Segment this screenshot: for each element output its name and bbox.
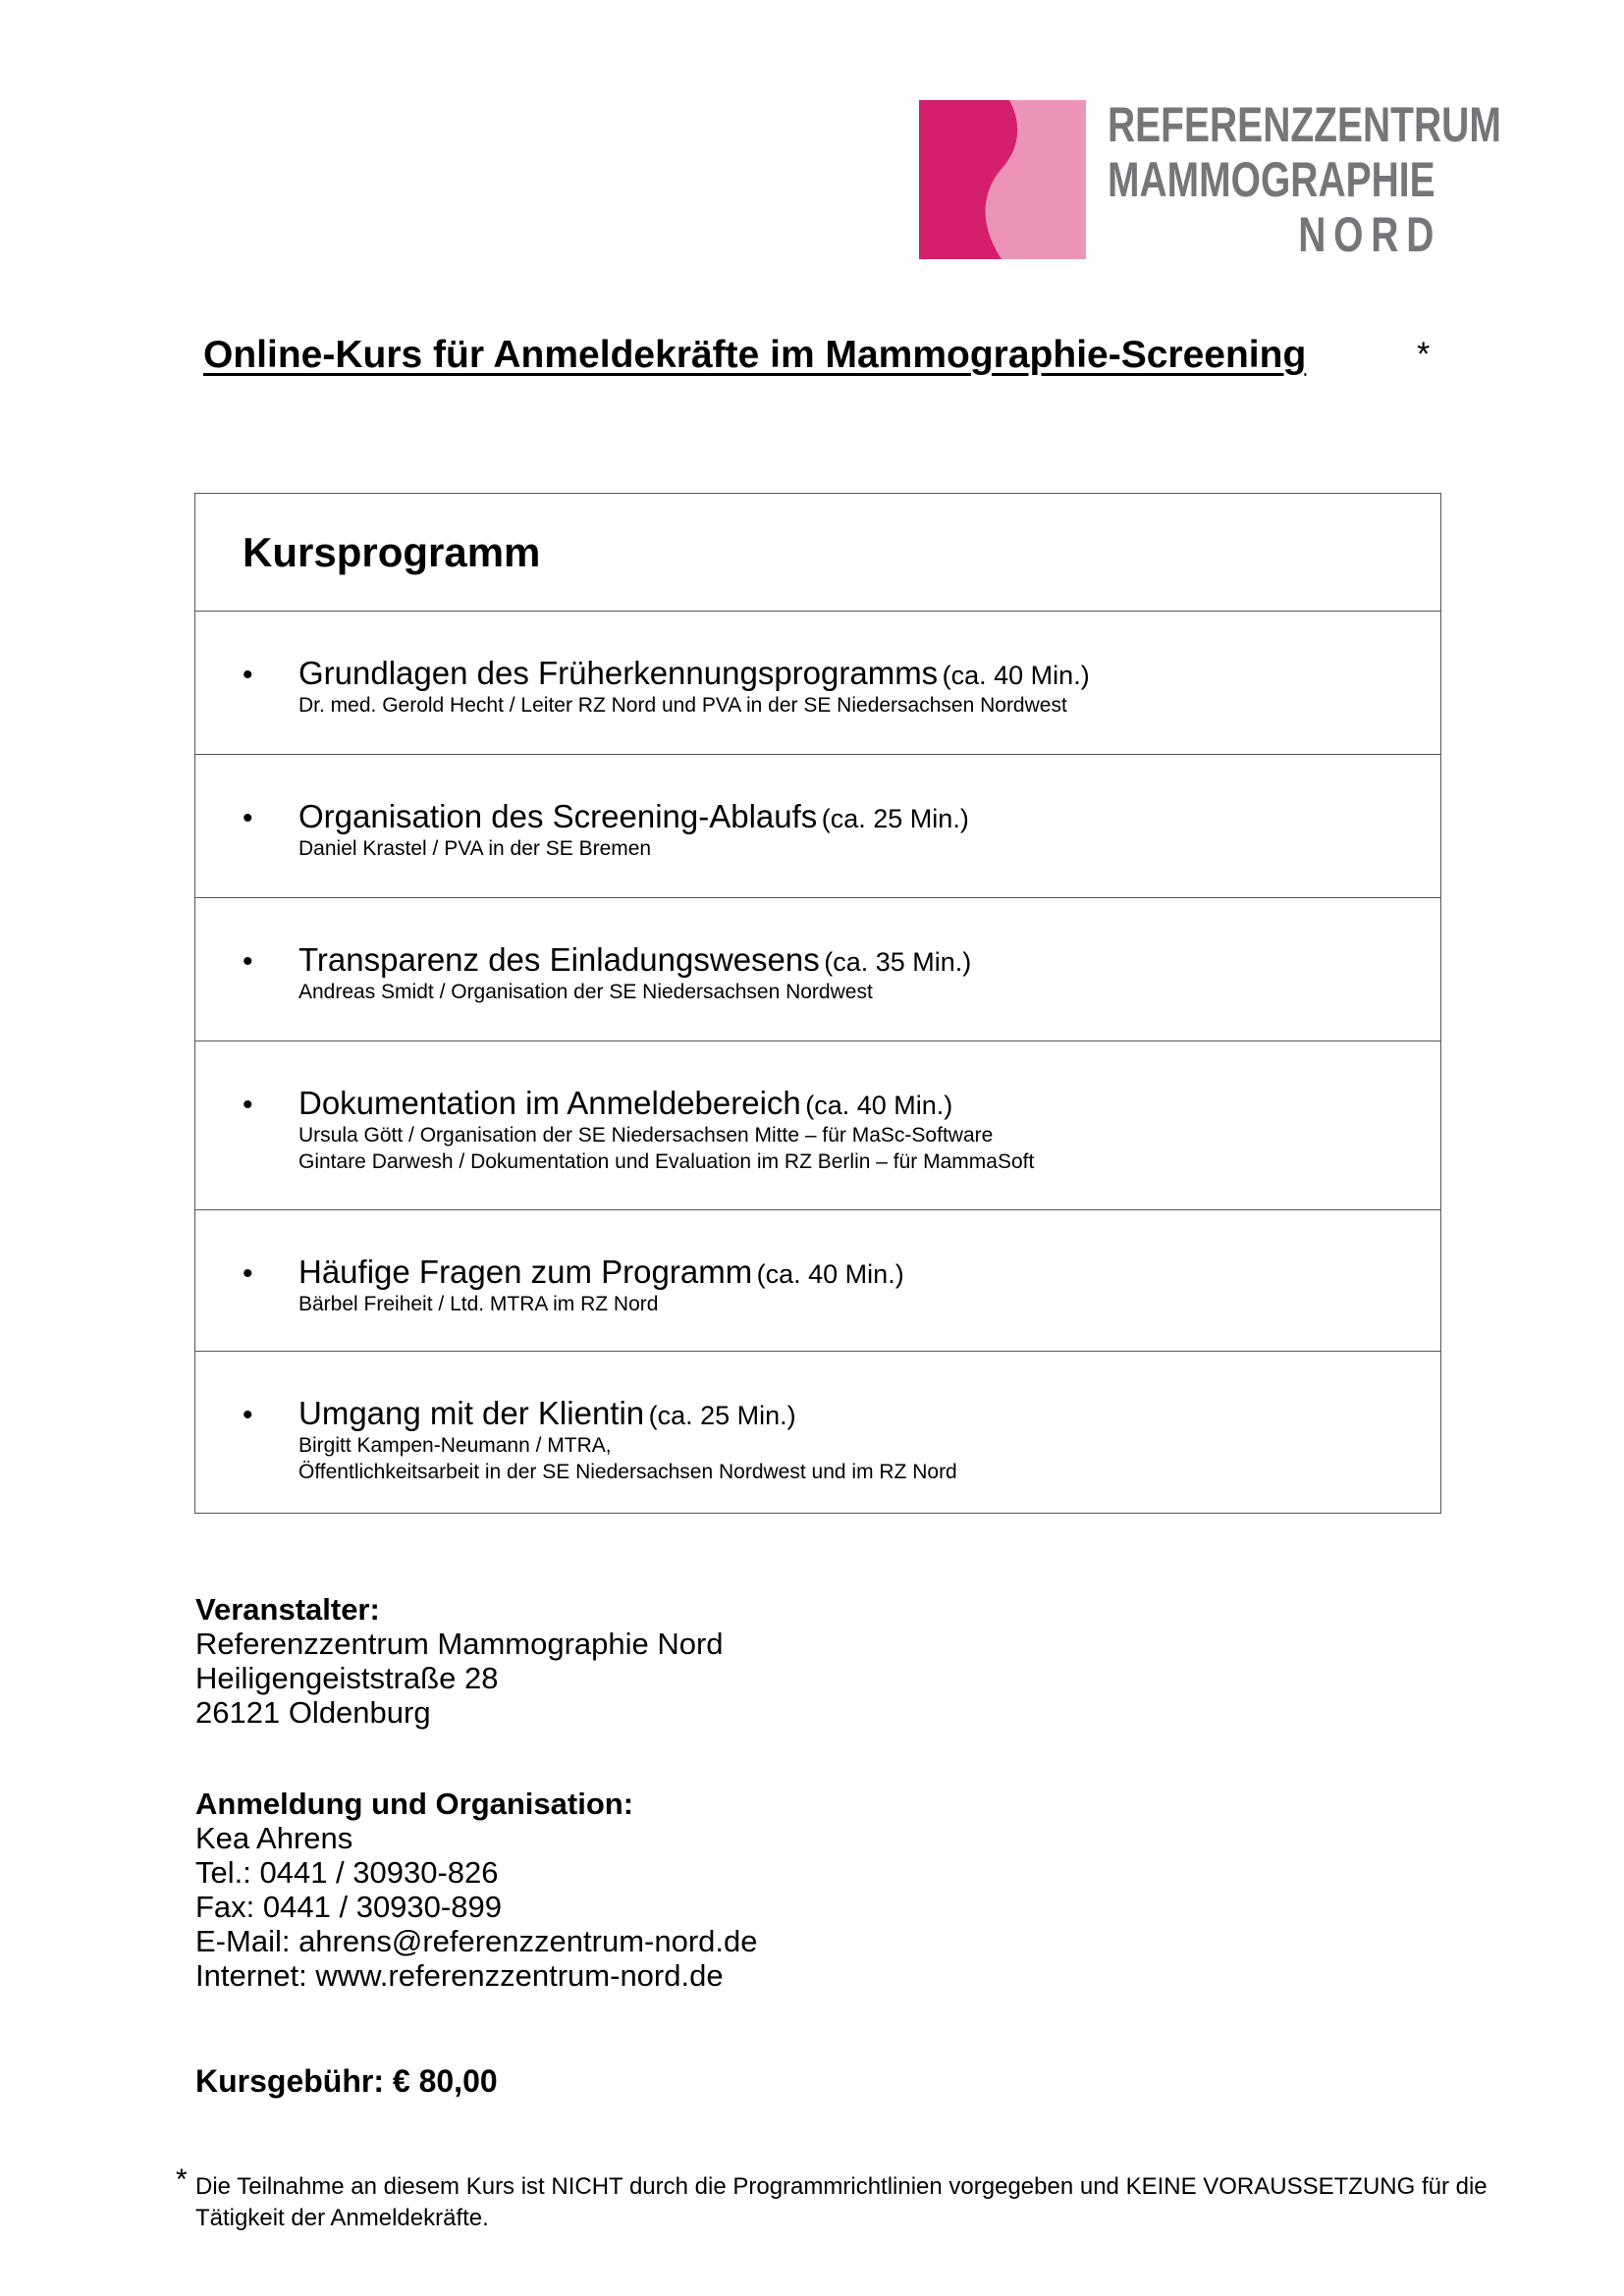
program-item-duration: (ca. 25 Min.) [821, 804, 969, 833]
program-item-duration: (ca. 35 Min.) [824, 947, 972, 977]
logo-wordmark [1108, 97, 1501, 262]
program-item [195, 1041, 1440, 1210]
program-item-speaker: Dr. med. Gerold Hecht / Leiter RZ Nord und PVA in der SE Niedersachsen Nordwest [298, 694, 1067, 717]
bullet-marker: • [243, 659, 253, 691]
bullet-marker: • [243, 1257, 253, 1290]
document-title: Online-Kurs für Anmeldekräfte im Mammographie-Screening [203, 334, 1307, 376]
program-item [195, 1210, 1440, 1352]
registration-section [195, 1787, 758, 1993]
program-item [195, 1352, 1440, 1515]
program-item-speaker: Andreas Smidt / Organisation der SE Niedersachsen Nordwest [298, 981, 873, 1003]
program-item [195, 612, 1440, 755]
logo [919, 97, 1501, 262]
program-item-speaker: Birgitt Kampen-Neumann / MTRA, [298, 1434, 612, 1457]
course-program-header [195, 494, 1440, 612]
program-item-speaker: Daniel Krastel / PVA in der SE Bremen [298, 837, 652, 860]
program-item-duration: (ca. 40 Min.) [942, 661, 1090, 690]
program-item-topic: Organisation des Screening-Ablaufs [298, 798, 818, 834]
program-item-topic: Transparenz des Einladungswesens [298, 941, 820, 978]
program-item-duration: (ca. 25 Min.) [648, 1401, 796, 1430]
organizer-section [195, 1592, 724, 1730]
contact-fax: Fax: 0441 / 30930-899 [195, 1890, 502, 1924]
program-item-speaker: Gintare Darwesh / Dokumentation und Evaluation im RZ Berlin – für MammaSoft [298, 1150, 1035, 1173]
program-item-speaker: Ursula Gött / Organisation der SE Niedersachsen Mitte – für MaSc-Software [298, 1124, 994, 1147]
contact-phone: Tel.: 0441 / 30930-826 [195, 1855, 499, 1890]
organizer-line: Referenzzentrum Mammographie Nord [195, 1627, 724, 1661]
course-program-box [194, 493, 1441, 1514]
course-program-heading: Kursprogramm [243, 529, 541, 575]
contact-email: E-Mail: ahrens@referenzzentrum-nord.de [195, 1924, 758, 1958]
contact-website: Internet: www.referenzzentrum-nord.de [195, 1958, 724, 1993]
program-item-topic: Grundlagen des Früherkennungsprogramms [298, 655, 939, 691]
organizer-line: Heiligengeiststraße 28 [195, 1661, 499, 1695]
logo-line-2: MAMMOGRAPHIE [1108, 152, 1435, 207]
registration-heading: Anmeldung und Organisation: [195, 1787, 634, 1821]
logo-line-3: NORD [1297, 207, 1441, 262]
program-item-topic: Häufige Fragen zum Programm [298, 1254, 753, 1290]
bullet-marker: • [243, 1089, 253, 1121]
program-item-topic: Dokumentation im Anmeldebereich [298, 1085, 801, 1121]
program-item-speaker: Öffentlichkeitsarbeit in der SE Niedersachsen Nordwest und im RZ Nord [298, 1461, 957, 1483]
program-item-duration: (ca. 40 Min.) [805, 1091, 953, 1120]
program-item-duration: (ca. 40 Min.) [756, 1259, 904, 1289]
title-footnote-marker: * [1417, 336, 1431, 373]
bullet-marker: • [243, 945, 253, 978]
program-item-speaker: Bärbel Freiheit / Ltd. MTRA im RZ Nord [298, 1293, 659, 1315]
bullet-marker: • [243, 1399, 253, 1431]
program-item [195, 755, 1440, 898]
course-fee: Kursgebühr: € 80,00 [195, 2063, 498, 2099]
footnote-marker: * [176, 2163, 188, 2196]
organizer-heading: Veranstalter: [195, 1592, 380, 1627]
logo-mark-icon [919, 100, 1086, 259]
organizer-line: 26121 Oldenburg [195, 1695, 431, 1730]
program-item [195, 898, 1440, 1041]
program-item-topic: Umgang mit der Klientin [298, 1395, 645, 1431]
bullet-marker: • [243, 802, 253, 834]
contact-name: Kea Ahrens [195, 1821, 353, 1855]
logo-line-1: REFERENZZENTRUM [1108, 97, 1501, 152]
footnote-text: Die Teilnahme an diesem Kurs ist NICHT durch die Programmrichtlinien vorgegeben und KEINE VORAUSSETZUNG für die Tätigkeit der Anmeldekräfte. [195, 2173, 1488, 2231]
